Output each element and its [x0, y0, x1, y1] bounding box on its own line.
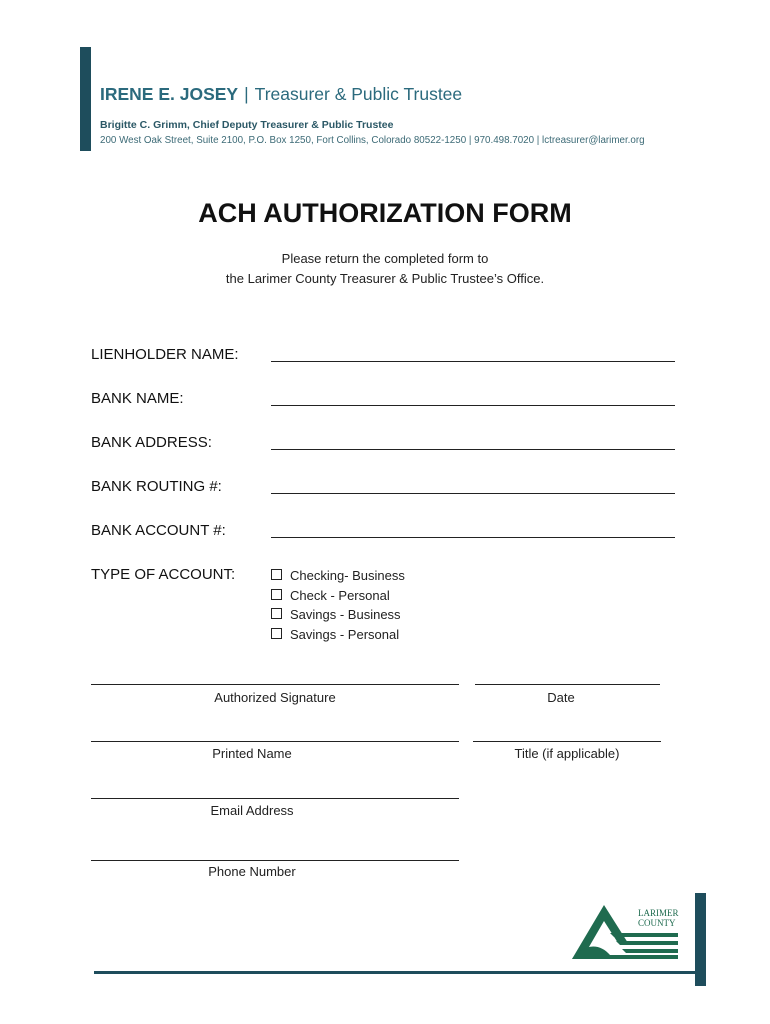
bank-name-field[interactable] [271, 405, 675, 406]
lienholder-name-field[interactable] [271, 361, 675, 362]
title-field[interactable] [473, 741, 661, 742]
bank-account-label: BANK ACCOUNT #: [91, 522, 226, 539]
checkbox-icon [271, 628, 282, 639]
phone-caption: Phone Number [208, 864, 296, 879]
instruction-line-1: Please return the completed form to [281, 251, 489, 266]
title-caption: Title (if applicable) [514, 746, 620, 761]
checkbox-check-personal[interactable]: Check - Personal [271, 588, 390, 603]
lienholder-name-label: LIENHOLDER NAME: [91, 346, 239, 363]
email-field[interactable] [91, 798, 459, 799]
checkbox-savings-personal[interactable]: Savings - Personal [271, 627, 399, 642]
checkbox-icon [271, 589, 282, 600]
checkbox-savings-business[interactable]: Savings - Business [271, 607, 401, 622]
account-type-label: TYPE OF ACCOUNT: [91, 566, 236, 583]
office-title: Treasurer & Public Trustee [254, 84, 463, 104]
printed-name-field[interactable] [91, 741, 459, 742]
bank-routing-field[interactable] [271, 493, 675, 494]
authorized-signature-field[interactable] [91, 684, 459, 685]
printed-name-caption: Printed Name [212, 746, 292, 761]
date-field[interactable] [475, 684, 660, 685]
instruction-line-2: the Larimer County Treasurer & Public Trustee’s Office. [225, 271, 545, 286]
checkbox-icon [271, 608, 282, 619]
checkbox-checking-business[interactable]: Checking- Business [271, 568, 405, 583]
header-accent-bar [80, 47, 91, 151]
treasurer-name: IRENE E. JOSEY [100, 84, 239, 104]
larimer-county-logo [570, 903, 680, 963]
phone-field[interactable] [91, 860, 459, 861]
deputy-line: Brigitte C. Grimm, Chief Deputy Treasurer & Public Trustee [100, 119, 394, 131]
logo-text-line1: LARIMER [638, 908, 679, 918]
bank-name-label: BANK NAME: [91, 390, 184, 407]
footer-rule [94, 971, 706, 974]
bank-routing-label: BANK ROUTING #: [91, 478, 222, 495]
address-line: 200 West Oak Street, Suite 2100, P.O. Box 1250, Fort Collins, Colorado 80522-1250 | 970.498.7020 | lctreasurer@larimer.org [100, 135, 645, 146]
bank-address-label: BANK ADDRESS: [91, 434, 212, 451]
checkbox-icon [271, 569, 282, 580]
logo-text-line2: COUNTY [638, 918, 676, 928]
authorized-signature-caption: Authorized Signature [214, 690, 336, 705]
bank-account-field[interactable] [271, 537, 675, 538]
header-separator: | [244, 84, 249, 104]
form-title: ACH AUTHORIZATION FORM [198, 198, 572, 228]
bank-address-field[interactable] [271, 449, 675, 450]
date-caption: Date [547, 690, 575, 705]
treasurer-name-line [100, 84, 462, 105]
email-caption: Email Address [210, 803, 294, 818]
